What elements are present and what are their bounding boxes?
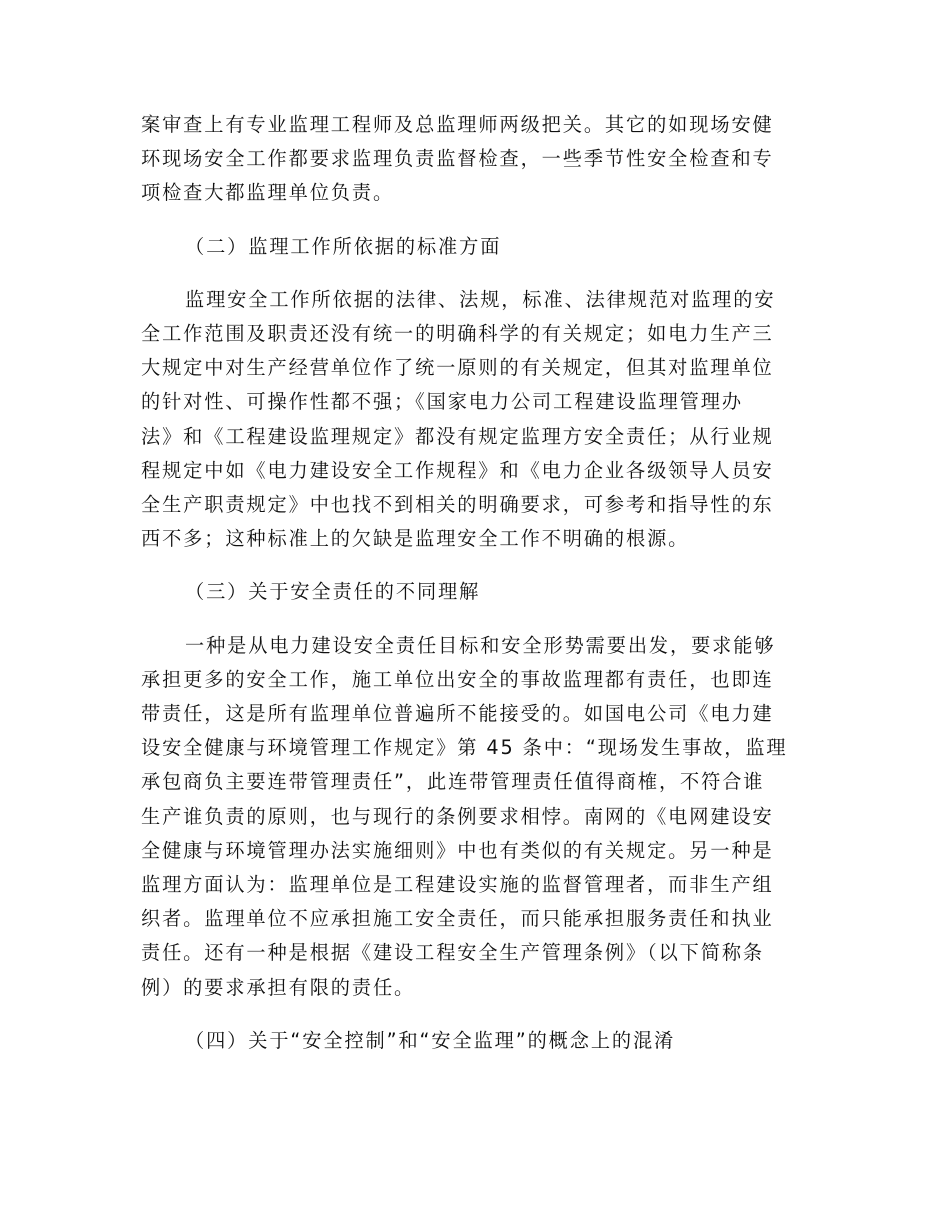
heading-text: （二）监理工作所依据的标准方面 (185, 234, 502, 258)
text-line: 法》和《工程建设监理规定》都没有规定监理方安全责任；从行业规 (141, 424, 774, 448)
text-line: 全健康与环境管理办法实施细则》中也有类似的有关规定。另一种是 (141, 838, 774, 862)
section-heading-3 (141, 575, 811, 609)
heading-text: （四）关于“安全控制”和“安全监理”的概念上的混淆 (185, 1028, 676, 1052)
text-line: 带责任，这是所有监理单位普遍所不能接受的。如国电公司《电力建 (141, 702, 774, 726)
paragraph-standards (141, 283, 811, 557)
text-line: 全生产职责规定》中也找不到相关的明确要求，可参考和指导性的东 (141, 493, 774, 517)
text-line: 承担更多的安全工作，施工单位出安全的事故监理都有责任，也即连 (141, 667, 774, 691)
text-line: 项检查大都监理单位负责。 (141, 181, 395, 205)
text-line: 案审查上有专业监理工程师及总监理师两级把关。其它的如现场安健 (141, 113, 774, 136)
text-line: 的针对性、可操作性都不强；《国家电力公司工程建设监理管理办 (141, 390, 743, 414)
section-heading-2 (141, 230, 811, 264)
text-line: 全工作范围及职责还没有统一的明确科学的有关规定；如电力生产三 (141, 322, 774, 346)
text-line: 承包商负主要连带管理责任”，此连带管理责任值得商榷，不符合谁 (141, 770, 765, 794)
text-line: 设安全健康与环境管理工作规定》第 45 条中：“现场发生事故，监理 (141, 736, 788, 760)
text-line: 西不多；这种标准上的欠缺是监理安全工作不明确的根源。 (141, 527, 690, 551)
text-line: 责任。还有一种是根据《建设工程安全生产管理条例》（以下简称条 (141, 941, 765, 965)
text-line: 监理方面认为：监理单位是工程建设实施的监督管理者，而非生产组 (141, 873, 774, 897)
text-line: 程规定中如《电力建设安全工作规程》和《电力企业各级领导人员安 (141, 458, 774, 482)
text-line: 大规定中对生产经营单位作了统一原则的有关规定，但其对监理单位 (141, 356, 774, 380)
text-line: 织者。监理单位不应承担施工安全责任，而只能承担服务责任和执业 (141, 907, 774, 931)
paragraph-responsibility (141, 629, 811, 1005)
text-line: 例）的要求承担有限的责任。 (141, 975, 416, 999)
text-line: 一种是从电力建设安全责任目标和安全形势需要出发，要求能够 (185, 633, 776, 657)
document-page (141, 108, 811, 1058)
text-line: 生产谁负责的原则，也与现行的条例要求相悖。南网的《电网建设安 (141, 804, 774, 828)
text-line: 监理安全工作所依据的法律、法规，标准、法律规范对监理的安 (185, 287, 776, 311)
heading-text: （三）关于安全责任的不同理解 (185, 580, 481, 604)
text-line: 环现场安全工作都要求监理负责监督检查，一些季节性安全检查和专 (141, 147, 774, 171)
paragraph-review-approval (141, 108, 811, 211)
section-heading-4 (141, 1024, 811, 1058)
